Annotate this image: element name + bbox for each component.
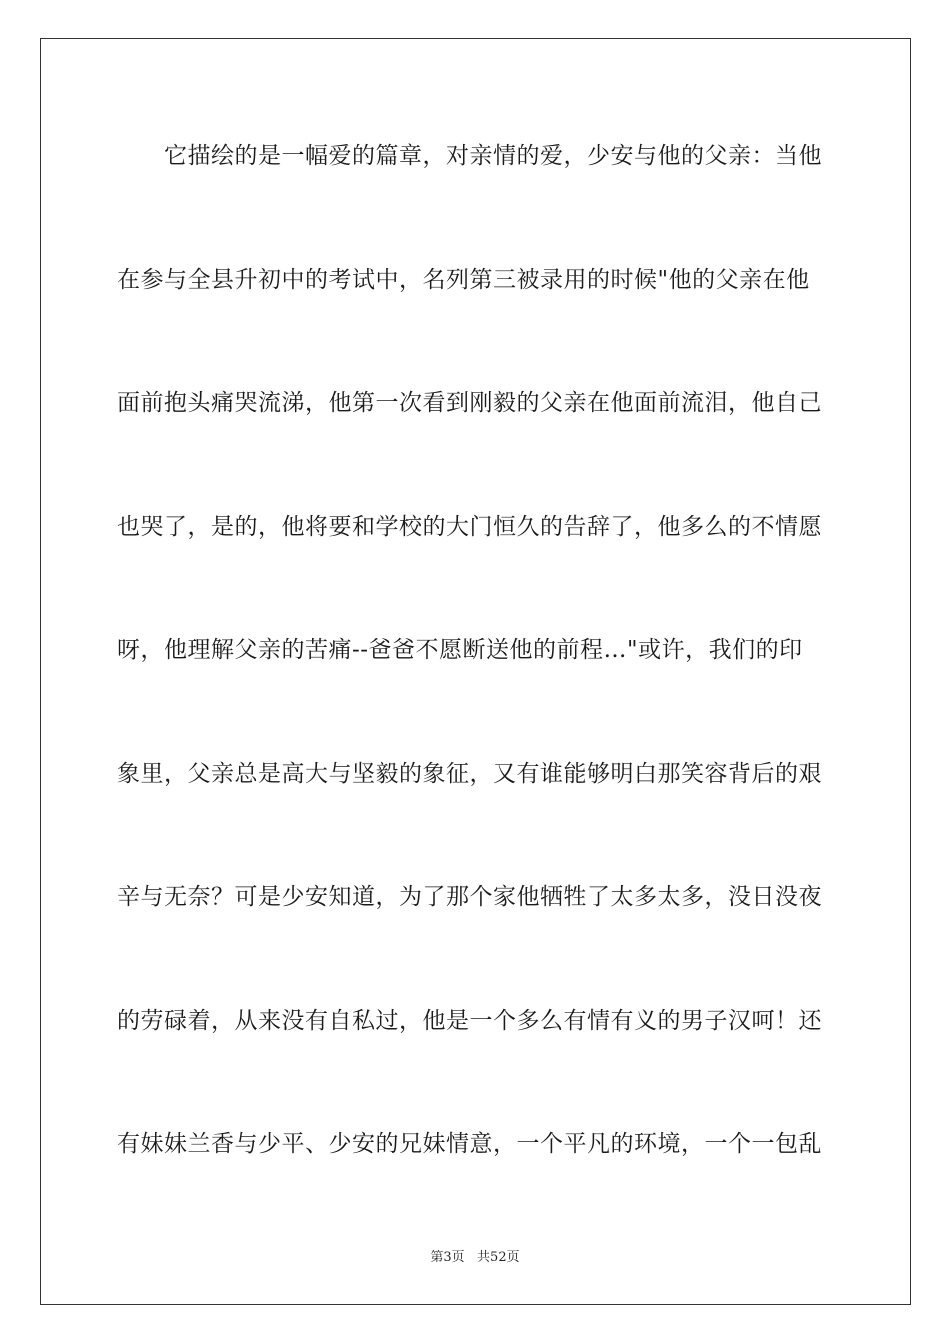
page-number-footer: 第3页 共52页 — [430, 1250, 520, 1265]
text-line: 有妹妹兰香与少平、少安的兄妹情意，一个平凡的环境，一个一包乱 — [117, 1131, 822, 1157]
text-line: 象里，父亲总是高大与坚毅的象征，又有谁能够明白那笑容背后的艰 — [117, 760, 822, 787]
text-line: 面前抱头痛哭流涕，他第一次看到刚毅的父亲在他面前流泪，他自己 — [117, 390, 822, 416]
text-line: 呀，他理解父亲的苦痛--爸爸不愿断送他的前程…"或许，我们的印 — [117, 637, 803, 663]
text-line: 辛与无奈？可是少安知道，为了那个家他牺牲了太多太多，没日没夜 — [117, 884, 822, 910]
text-line: 也哭了，是的，他将要和学校的大门恒久的告辞了，他多么的不情愿 — [117, 513, 822, 540]
text-line: 它描绘的是一幅爱的篇章，对亲情的爱，少安与他的父亲：当他 — [164, 143, 822, 169]
text-line: 在参与全县升初中的考试中，名列第三被录用的时候"他的父亲在他 — [117, 266, 810, 293]
text-line: 的劳碌着，从来没有自私过，他是一个多么有情有义的男子汉呵！还 — [117, 1007, 822, 1034]
body-text — [117, 125, 833, 1237]
